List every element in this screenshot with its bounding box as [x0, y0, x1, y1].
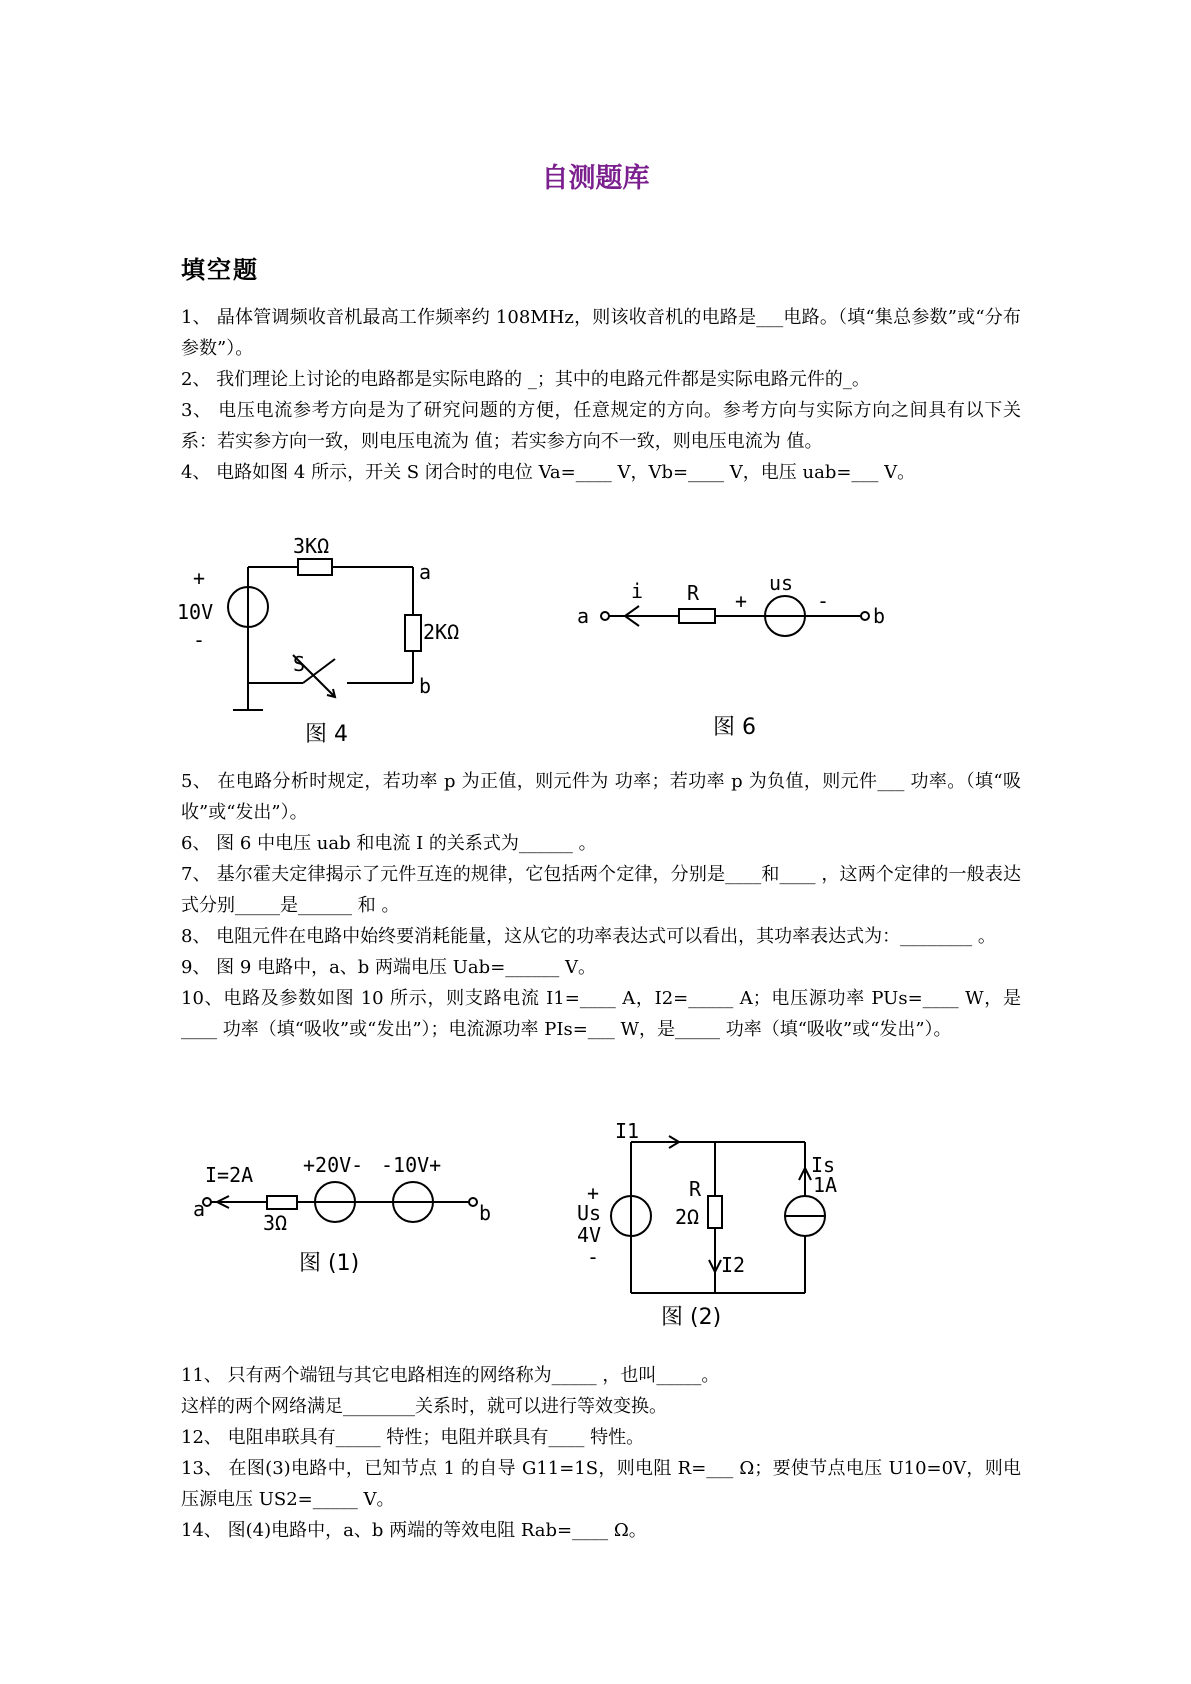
question-14: 14、 图(4)电路中，a、b 两端的等效电阻 Rab=____ Ω。: [181, 1520, 647, 1541]
minus-sign: -: [817, 589, 830, 613]
label-10v: 10V: [177, 600, 214, 624]
page-title: 自测题库: [541, 163, 650, 194]
switch-label: S: [293, 652, 306, 676]
node-b: b: [873, 604, 886, 628]
question-11: 11、 只有两个端钮与其它电路相连的网络称为_____ ，也叫_____。: [181, 1365, 720, 1386]
figure-1: [193, 1153, 513, 1278]
is-label: Is: [811, 1153, 836, 1177]
minus-sign: -: [587, 1245, 600, 1269]
figure-4-caption: 图 4: [305, 722, 348, 747]
figure-6: [575, 568, 915, 740]
plus-sign: +: [193, 566, 206, 590]
resistor-r: [679, 609, 715, 623]
source2-label: -10V+: [381, 1153, 442, 1177]
figure-2: [575, 1119, 865, 1338]
question-group-1: [181, 302, 1021, 488]
plus-sign: +: [587, 1181, 600, 1205]
question-group-2: [181, 766, 1021, 1045]
current-label: i: [631, 579, 644, 603]
resistor-2k: [405, 615, 421, 651]
r-label: R: [689, 1177, 702, 1201]
resistor-3k: [298, 559, 332, 575]
node-a: a: [419, 560, 432, 584]
label-3k: 3KΩ: [293, 534, 330, 558]
source-label: us: [769, 571, 794, 595]
i1-label: I1: [615, 1119, 640, 1143]
question-group-3: [181, 1360, 1021, 1546]
terminal-b: [861, 612, 869, 620]
current-label: I=2A: [205, 1163, 254, 1187]
figure-6-caption: 图 6: [713, 715, 756, 740]
question-5: 5、 在电路分析时规定，若功率 p 为正值，则元件为 功率；若功率 p 为负值，则元件___ 功率。（填“吸收”或“发出”）。: [181, 771, 1021, 823]
question-6: 6、 图 6 中电压 uab 和电流 I 的关系式为______ 。: [181, 833, 597, 854]
us-value: 4V: [577, 1223, 602, 1247]
is-value: 1A: [813, 1173, 838, 1197]
resistor-r: [708, 1196, 722, 1228]
node-a: a: [193, 1197, 206, 1221]
question-1: 1、 晶体管调频收音机最高工作频率约 108MHz，则该收音机的电路是___电路。（填“集总参数”或“分布参数”）。: [181, 307, 1021, 359]
terminal-a: [601, 612, 609, 620]
figure-1-caption: 图 (1): [299, 1251, 360, 1276]
i2-label: I2: [721, 1253, 746, 1277]
terminal-b: [469, 1198, 477, 1206]
resistor-label: 3Ω: [263, 1211, 288, 1235]
figure-2-caption: 图 (2): [661, 1305, 722, 1330]
question-13: 13、 在图(3)电路中，已知节点 1 的自导 G11=1S，则电阻 R=___ Ω；要使节点电压 U10=0V，则电压源电压 US2=_____ V。: [181, 1458, 1021, 1510]
node-a: a: [577, 604, 590, 628]
question-2: 2、 我们理论上讨论的电路都是实际电路的 _；其中的电路元件都是实际电路元件的_。: [181, 369, 870, 390]
resistor-label: R: [687, 581, 700, 605]
question-11-continued: 这样的两个网络满足________关系时，就可以进行等效变换。: [181, 1396, 667, 1417]
r-value: 2Ω: [675, 1205, 700, 1229]
us-label: Us: [577, 1201, 602, 1225]
node-b: b: [419, 674, 432, 698]
label-2k: 2KΩ: [423, 620, 460, 644]
figure-4: [175, 525, 505, 755]
question-4: 4、 电路如图 4 所示，开关 S 闭合时的电位 Va=____ V，Vb=____ V，电压 uab=___ V。: [181, 462, 916, 483]
minus-sign: -: [193, 628, 206, 652]
source1-label: +20V-: [303, 1153, 364, 1177]
question-7: 7、 基尔霍夫定律揭示了元件互连的规律，它包括两个定律，分别是____和____ ，这两个定律的一般表达式分别_____是______ 和 。: [181, 864, 1021, 916]
section-heading: 填空题: [181, 256, 259, 284]
question-12: 12、 电阻串联具有_____ 特性；电阻并联具有____ 特性。: [181, 1427, 645, 1448]
question-10: 10、电路及参数如图 10 所示，则支路电流 I1=____ A，I2=_____ A；电压源功率 PUs=____ W，是____ 功率（填“吸收”或“发出”）；电流源功率 PIs=___ W，是_____ 功率（填“吸收”或“发出”）。: [181, 988, 1021, 1040]
question-3: 3、 电压电流参考方向是为了研究问题的方便，任意规定的方向。参考方向与实际方向之间具有以下关系：若实参方向一致，则电压电流为 值；若实参方向不一致，则电压电流为 值。: [181, 400, 1021, 452]
node-b: b: [479, 1201, 492, 1225]
plus-sign: +: [735, 589, 748, 613]
question-9: 9、 图 9 电路中，a、b 两端电压 Uab=______ V。: [181, 957, 596, 978]
resistor-3ohm: [267, 1196, 297, 1209]
question-8: 8、 电阻元件在电路中始终要消耗能量，这从它的功率表达式可以看出，其功率表达式为：________ 。: [181, 926, 996, 947]
